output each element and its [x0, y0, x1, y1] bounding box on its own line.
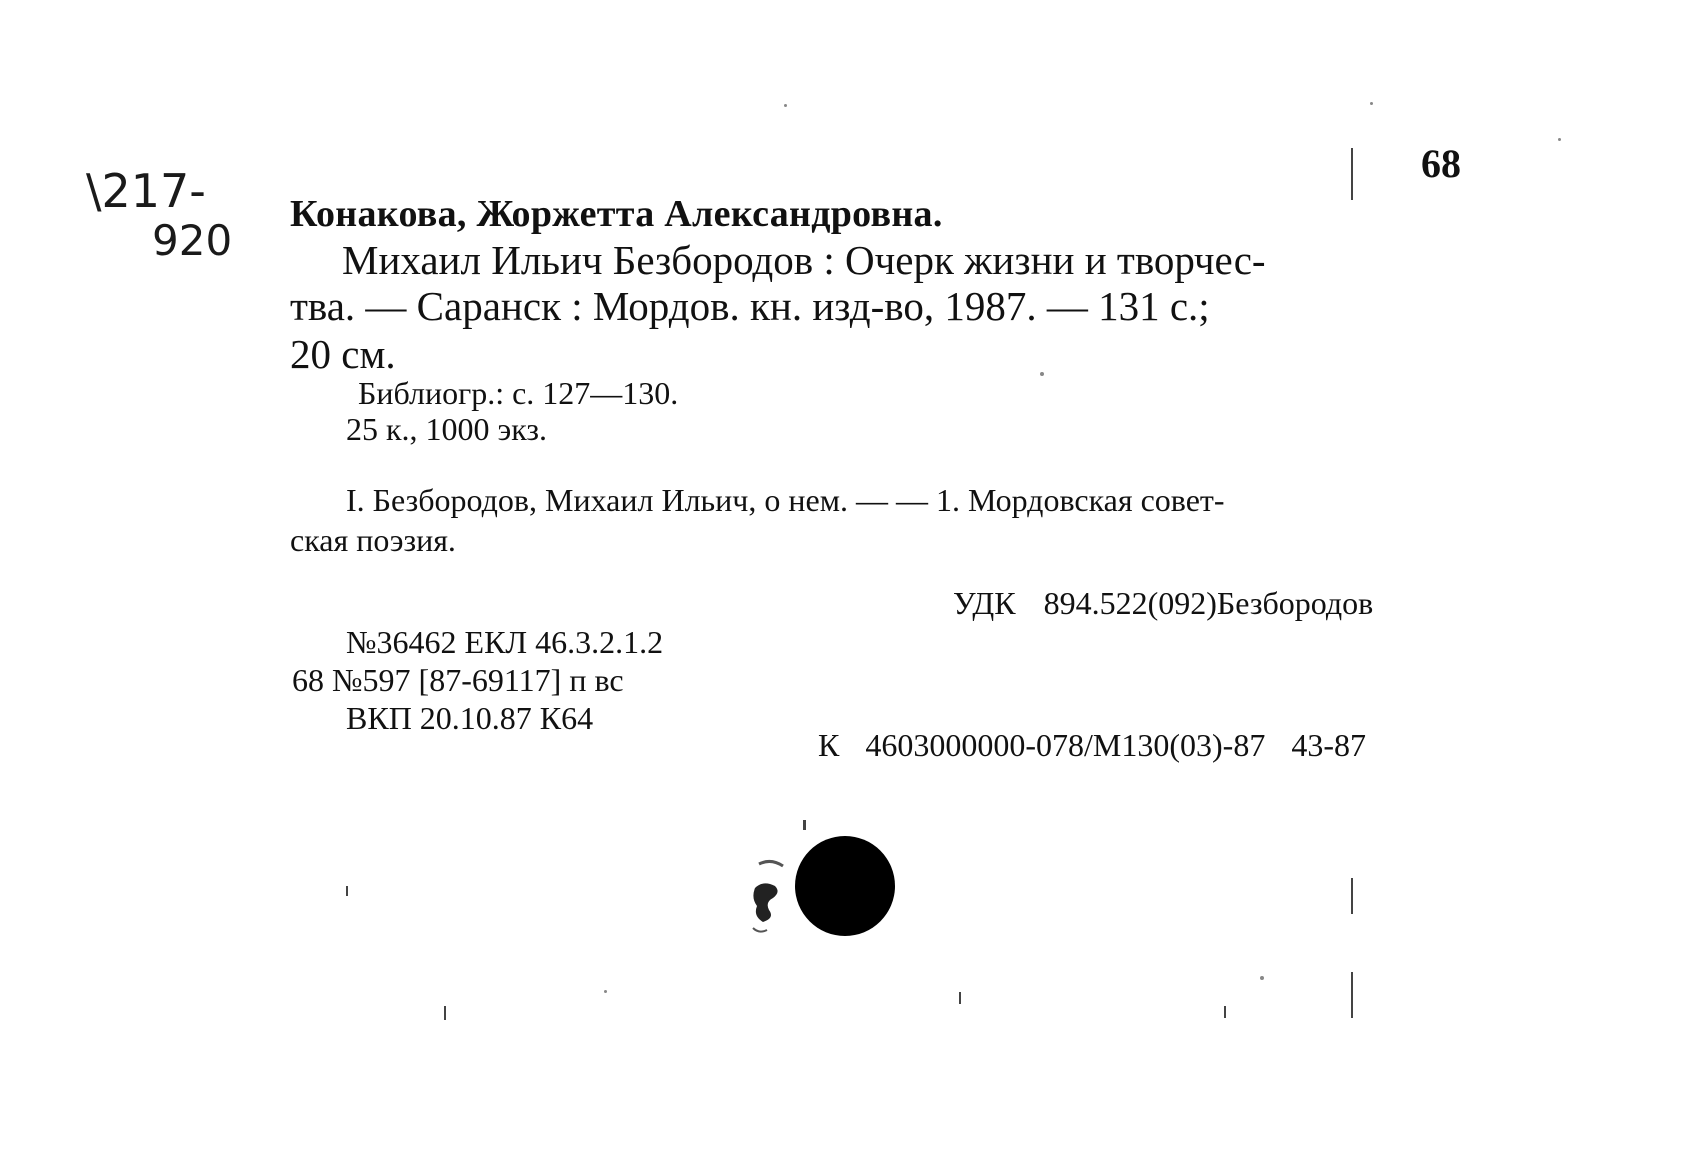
handwritten-shelfmark-line1: \217- — [86, 164, 206, 218]
scan-mark — [1351, 878, 1353, 914]
scan-mark — [444, 1006, 446, 1020]
scan-dust — [1260, 976, 1264, 980]
title-line-2: тва. — Саранск : Мордов. кн. изд-во, 1987. — 131 с.; — [290, 283, 1210, 329]
title-line-1: Михаил Ильич Безбородов : Очерк жизни и творчес- — [342, 237, 1266, 283]
scan-dust — [1370, 102, 1373, 105]
publisher-code — [818, 727, 1366, 764]
publisher-code-label: К — [818, 727, 840, 763]
publisher-code-suffix: 43-87 — [1291, 727, 1366, 763]
handwritten-shelfmark — [86, 164, 233, 265]
udc-label: УДК — [953, 585, 1016, 621]
scan-mark — [1224, 1006, 1226, 1018]
service-line-3: ВКП 20.10.87 К64 — [346, 700, 594, 736]
handwritten-shelfmark-line2: 920 — [152, 216, 233, 265]
scan-dust — [1040, 372, 1044, 376]
scan-mark — [1351, 148, 1353, 200]
scan-mark — [959, 992, 961, 1004]
catalog-number: 68 — [1421, 141, 1461, 186]
price-edition-note: 25 к., 1000 экз. — [346, 411, 548, 447]
udc-classification — [953, 585, 1373, 622]
publisher-code-value: 4603000000-078/М130(03)-87 — [865, 727, 1266, 763]
scan-dust — [784, 104, 787, 107]
scan-mark — [1351, 972, 1353, 1018]
punch-hole — [795, 836, 895, 936]
ink-smudge — [745, 858, 795, 938]
scan-mark — [803, 820, 806, 830]
bibliography-note: Библиогр.: с. 127—130. — [358, 375, 679, 411]
scan-mark — [346, 886, 348, 896]
scan-dust — [604, 990, 607, 993]
udc-value: 894.522(092)Безбородов — [1043, 585, 1374, 621]
service-line-2: 68 №597 [87-69117] п вс — [292, 662, 624, 698]
tracing-line-2: ская поэзия. — [290, 522, 456, 558]
tracing-line-1: I. Безбородов, Михаил Ильич, о нем. — — 1. Мордовская совет- — [346, 482, 1225, 518]
scan-dust — [1558, 138, 1561, 141]
title-line-3: 20 см. — [290, 331, 396, 377]
author-heading: Конакова, Жоржетта Александровна. — [290, 193, 943, 235]
service-line-1: №36462 ЕКЛ 46.3.2.1.2 — [346, 624, 664, 660]
